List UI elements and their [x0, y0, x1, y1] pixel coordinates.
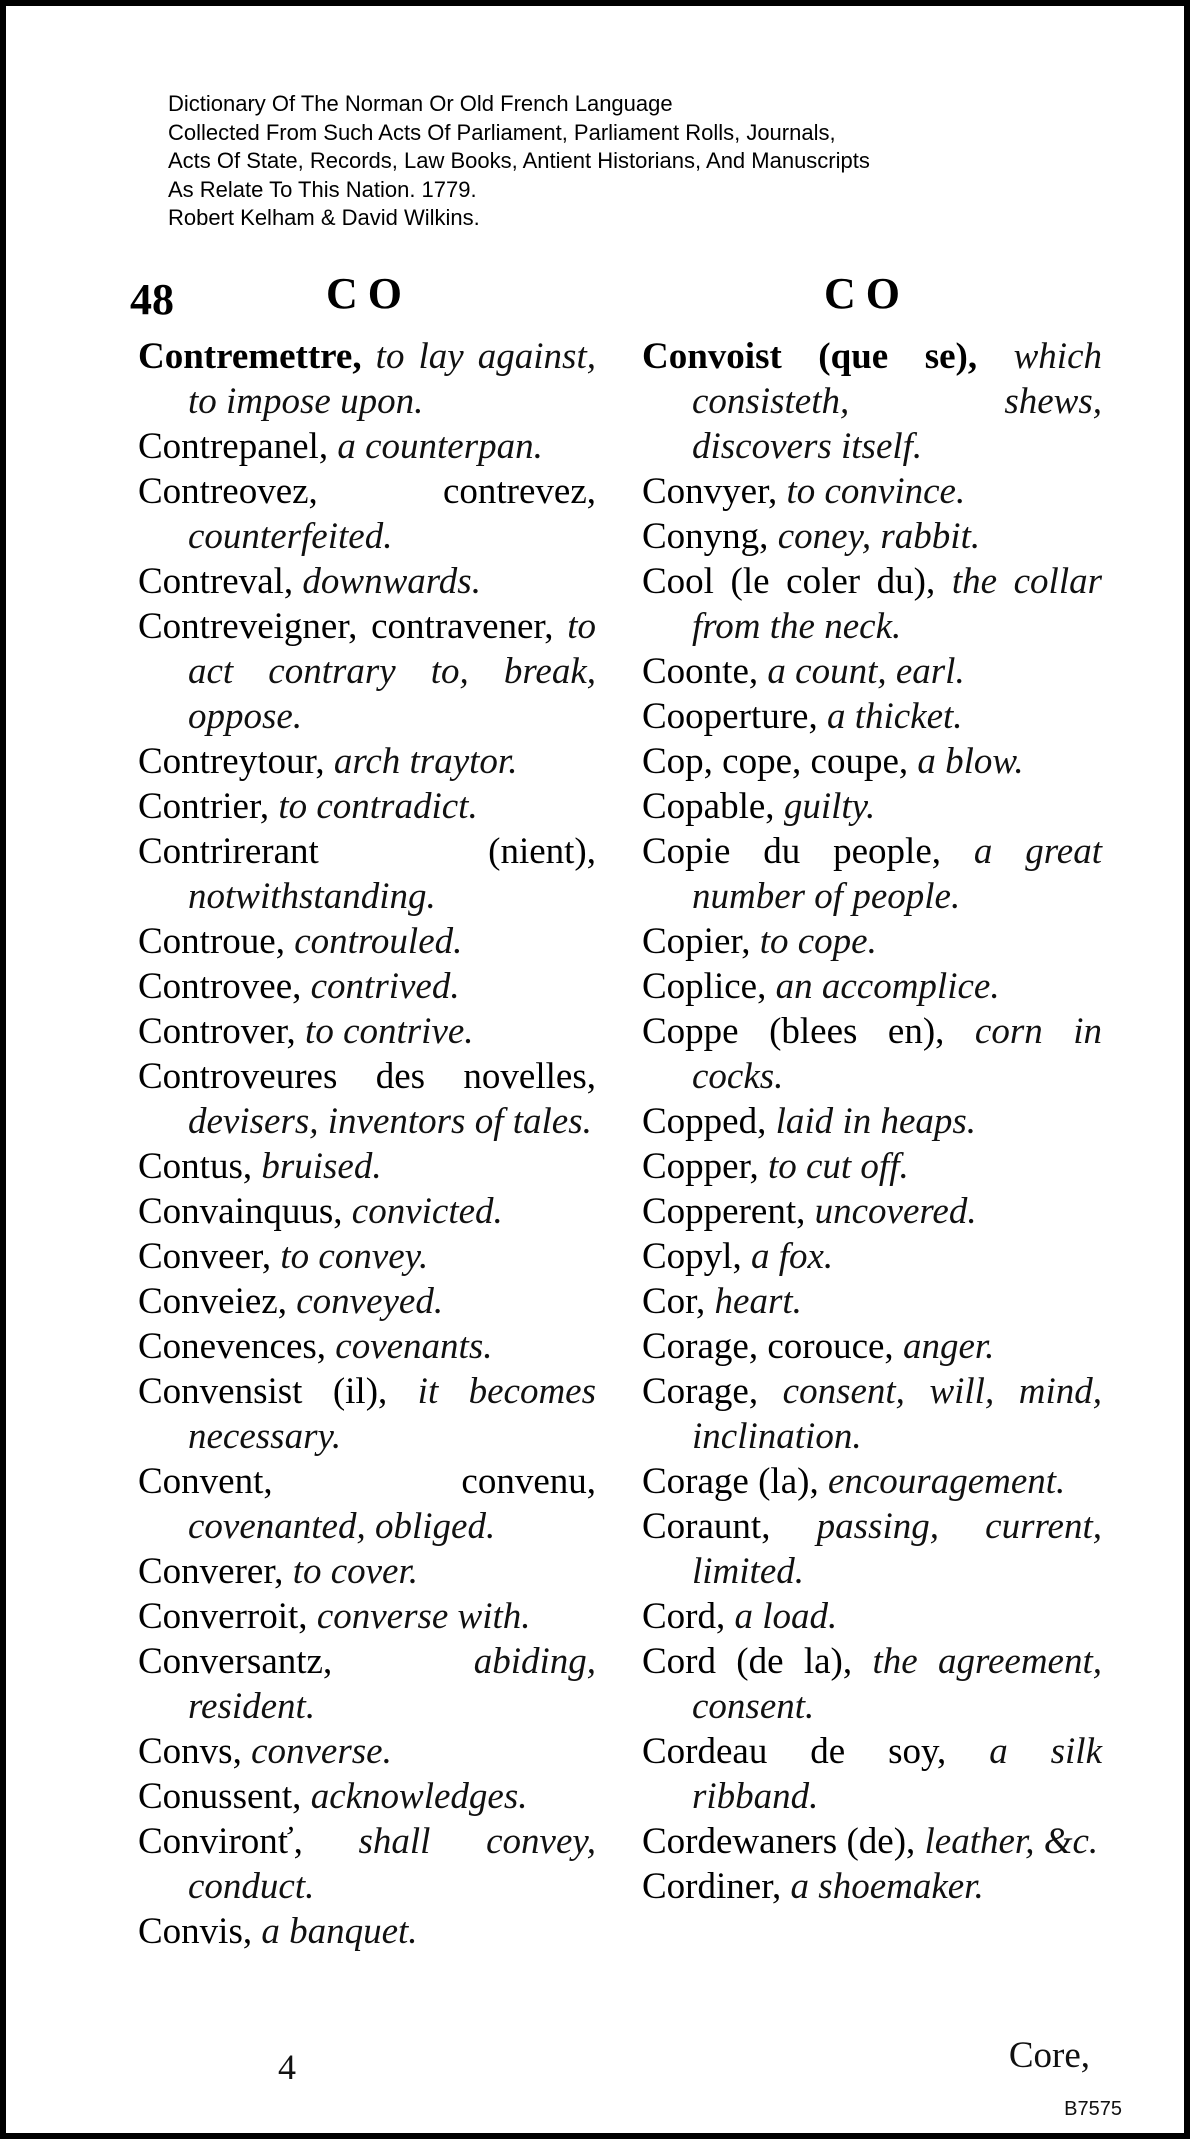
entry-gloss: a banquet. [261, 1911, 418, 1952]
entry-gloss: anger. [902, 1326, 995, 1367]
entry-term: Copped, [642, 1101, 767, 1142]
dictionary-entry [138, 559, 596, 604]
dictionary-entry [642, 829, 1102, 919]
entry-gloss: a thicket. [826, 696, 963, 737]
dictionary-entry [642, 1819, 1102, 1864]
entry-term: Corage (la), [642, 1461, 819, 1502]
dictionary-entry [642, 334, 1102, 469]
entry-term: Convyer, [642, 471, 778, 512]
entry-term: Cooperture, [642, 696, 818, 737]
entry-term: Controvee, [138, 966, 302, 1007]
entry-term: Conveer, [138, 1236, 272, 1277]
catchword: Core, [1008, 2035, 1090, 2076]
right-column [642, 334, 1102, 1909]
entry-gloss: counterfeited. [188, 516, 393, 557]
dictionary-entry [138, 1729, 596, 1774]
entry-term: Cord, [642, 1596, 726, 1637]
entry-gloss: guilty. [783, 786, 876, 827]
dictionary-entry [138, 604, 596, 739]
entry-term: Coonte, [642, 651, 759, 692]
left-column [138, 334, 596, 1954]
entry-term: Convainquus, [138, 1191, 343, 1232]
dictionary-entry [642, 559, 1102, 649]
entry-gloss: heart. [714, 1281, 802, 1322]
entry-term: Contremettre, [138, 336, 362, 377]
entry-gloss: converse with. [316, 1596, 531, 1637]
entry-term: Convironť, [138, 1821, 303, 1862]
dictionary-entry [642, 649, 1102, 694]
dictionary-entry [642, 1369, 1102, 1459]
header-line: Acts Of State, Records, Law Books, Antient Historians, And Manuscripts [168, 148, 870, 173]
dictionary-entry [138, 739, 596, 784]
entry-term: Conyng, [642, 516, 769, 557]
entry-gloss: converse. [251, 1731, 392, 1772]
entry-term: Conversantz, [138, 1641, 333, 1682]
document-header [168, 90, 870, 233]
entry-gloss: covenants. [335, 1326, 493, 1367]
entry-term: Cordeau de soy, [642, 1731, 947, 1772]
dictionary-entry [642, 1639, 1102, 1729]
entry-gloss: a count, earl. [767, 651, 965, 692]
entry-term: Corage, corouce, [642, 1326, 894, 1367]
entry-term: Contrier, [138, 786, 270, 827]
dictionary-entry [642, 1594, 1102, 1639]
entry-term: Controveures des novelles, [138, 1056, 596, 1097]
entry-gloss: encouragement. [827, 1461, 1066, 1502]
entry-term: Converroit, [138, 1596, 308, 1637]
dictionary-entry [138, 1819, 596, 1909]
entry-term: Contrepanel, [138, 426, 329, 467]
dictionary-entry [138, 424, 596, 469]
entry-term: Convensist (il), [138, 1371, 388, 1412]
dictionary-entry [642, 469, 1102, 514]
dictionary-entry [642, 1009, 1102, 1099]
entry-gloss: downwards. [302, 561, 481, 602]
entry-gloss: a shoemaker. [790, 1866, 984, 1907]
dictionary-entry [642, 514, 1102, 559]
entry-gloss: corn in cocks. [692, 1011, 1102, 1097]
page-number: 48 [130, 275, 174, 324]
dictionary-entry [138, 1234, 596, 1279]
entry-term: Convs, [138, 1731, 242, 1772]
running-head-right: CO [824, 269, 910, 318]
dictionary-entry [138, 1369, 596, 1459]
entry-term: Cordiner, [642, 1866, 782, 1907]
entry-gloss: to convey. [280, 1236, 429, 1277]
entry-term: Cord (de la), [642, 1641, 853, 1682]
entry-gloss: to convince. [786, 471, 966, 512]
dictionary-entry [642, 1234, 1102, 1279]
dictionary-entry [642, 1189, 1102, 1234]
dictionary-entry [138, 1459, 596, 1549]
dictionary-entry [642, 1504, 1102, 1594]
entry-gloss: abiding, resident. [188, 1641, 596, 1727]
dictionary-entry [138, 1144, 596, 1189]
signature-mark: 4 [278, 2047, 296, 2087]
dictionary-entry [642, 1729, 1102, 1819]
entry-gloss: to contrive. [305, 1011, 474, 1052]
entry-gloss: leather, &c. [924, 1821, 1099, 1862]
entry-gloss: a silk ribband. [692, 1731, 1102, 1817]
entry-gloss: devisers, inventors of tales. [188, 1101, 592, 1142]
entry-term: Cop, cope, coupe, [642, 741, 909, 782]
dictionary-entry [138, 1549, 596, 1594]
entry-gloss: arch traytor. [333, 741, 518, 782]
entry-gloss: an accomplice. [775, 966, 1000, 1007]
dictionary-entry [138, 1279, 596, 1324]
entry-term: Copie du people, [642, 831, 942, 872]
entry-gloss: to cope. [759, 921, 877, 962]
entry-term: Conussent, [138, 1776, 302, 1817]
reference-code: B7575 [1064, 2098, 1122, 2120]
dictionary-entry [642, 694, 1102, 739]
dictionary-entry [138, 1054, 596, 1144]
entry-gloss: uncovered. [814, 1191, 977, 1232]
entry-gloss: laid in heaps. [775, 1101, 977, 1142]
header-line: Dictionary Of The Norman Or Old French Language [168, 91, 673, 116]
entry-gloss: a blow. [917, 741, 1024, 782]
dictionary-entry [138, 1639, 596, 1729]
entry-term: Controver, [138, 1011, 296, 1052]
entry-term: Cordewaners (de), [642, 1821, 916, 1862]
dictionary-entry [642, 1864, 1102, 1909]
entry-term: Convoist (que se), [642, 336, 978, 377]
entry-term: Contreveigner, contravener, [138, 606, 554, 647]
dictionary-entry [138, 964, 596, 1009]
entry-term: Controue, [138, 921, 285, 962]
dictionary-entry [642, 964, 1102, 1009]
entry-term: Contreval, [138, 561, 294, 602]
entry-gloss: contrived. [310, 966, 460, 1007]
entry-term: Contus, [138, 1146, 253, 1187]
dictionary-entry [642, 1324, 1102, 1369]
entry-term: Convent, convenu, [138, 1461, 596, 1502]
entry-gloss: to contradict. [278, 786, 478, 827]
entry-term: Convis, [138, 1911, 253, 1952]
entry-gloss: bruised. [261, 1146, 382, 1187]
entry-term: Copper, [642, 1146, 759, 1187]
entry-gloss: it becomes necessary. [188, 1371, 596, 1457]
entry-term: Copable, [642, 786, 775, 827]
dictionary-entry [138, 1009, 596, 1054]
dictionary-entry [642, 1279, 1102, 1324]
entry-gloss: to cut off. [767, 1146, 909, 1187]
entry-gloss: shall convey, conduct. [188, 1821, 597, 1907]
entry-gloss: to lay against, to impose upon. [188, 336, 596, 422]
dictionary-entry [138, 784, 596, 829]
entry-term: Converer, [138, 1551, 284, 1592]
entry-term: Copier, [642, 921, 751, 962]
entry-term: Conevences, [138, 1326, 327, 1367]
entry-gloss: covenanted, obliged. [188, 1506, 496, 1547]
dictionary-entry [642, 919, 1102, 964]
dictionary-entry [642, 784, 1102, 829]
dictionary-entry [138, 1594, 596, 1639]
entry-gloss: which consisteth, shews, discovers itself. [692, 336, 1103, 467]
entry-term: Copperent, [642, 1191, 806, 1232]
entry-term: Coplice, [642, 966, 767, 1007]
entry-gloss: a counterpan. [337, 426, 543, 467]
entry-term: Cor, [642, 1281, 706, 1322]
entry-gloss: passing, current, limited. [692, 1506, 1102, 1592]
dictionary-entry [642, 1099, 1102, 1144]
entry-gloss: a great number of people. [692, 831, 1102, 917]
header-line: Collected From Such Acts Of Parliament, Parliament Rolls, Journals, [168, 119, 836, 145]
entry-term: Contreovez, contrevez, [138, 471, 596, 512]
entry-gloss: a load. [734, 1596, 838, 1637]
dictionary-entry [642, 739, 1102, 784]
dictionary-entry [138, 1324, 596, 1369]
dictionary-entry [138, 1909, 596, 1954]
entry-term: Contreytour, [138, 741, 325, 782]
dictionary-entry [138, 334, 596, 424]
entry-term: Cool (le coler du), [642, 561, 936, 602]
entry-gloss: a fox. [750, 1236, 834, 1277]
entry-term: Conveiez, [138, 1281, 287, 1322]
entry-term: Coppe (blees en), [642, 1011, 945, 1052]
entry-term: Corage, [642, 1371, 759, 1412]
entry-gloss: to act contrary to, break, oppose. [188, 606, 597, 737]
dictionary-entry [138, 919, 596, 964]
entry-gloss: the collar from the neck. [692, 561, 1103, 647]
header-line: As Relate To This Nation. 1779. [168, 176, 477, 202]
entry-gloss: controuled. [294, 921, 463, 962]
entry-term: Copyl, [642, 1236, 742, 1277]
entry-gloss: to cover. [292, 1551, 419, 1592]
entry-gloss: convicted. [351, 1191, 503, 1232]
dictionary-entry [138, 1189, 596, 1234]
dictionary-entry [642, 1459, 1102, 1504]
entry-term: Contrirerant (nient), [138, 831, 596, 872]
dictionary-entry [138, 469, 596, 559]
entry-gloss: acknowledges. [310, 1776, 528, 1817]
dictionary-entry [138, 829, 596, 919]
entry-gloss: coney, rabbit. [777, 516, 981, 557]
dictionary-entry [138, 1774, 596, 1819]
entry-gloss: the agreement, consent. [692, 1641, 1103, 1727]
entry-gloss: notwithstanding. [188, 876, 436, 917]
entry-term: Coraunt, [642, 1506, 771, 1547]
dictionary-entry [642, 1144, 1102, 1189]
running-head-left: CO [326, 269, 412, 318]
entry-gloss: conveyed. [296, 1281, 444, 1322]
entry-gloss: consent, will, mind, inclination. [692, 1371, 1102, 1457]
header-line: Robert Kelham & David Wilkins. [168, 205, 480, 230]
